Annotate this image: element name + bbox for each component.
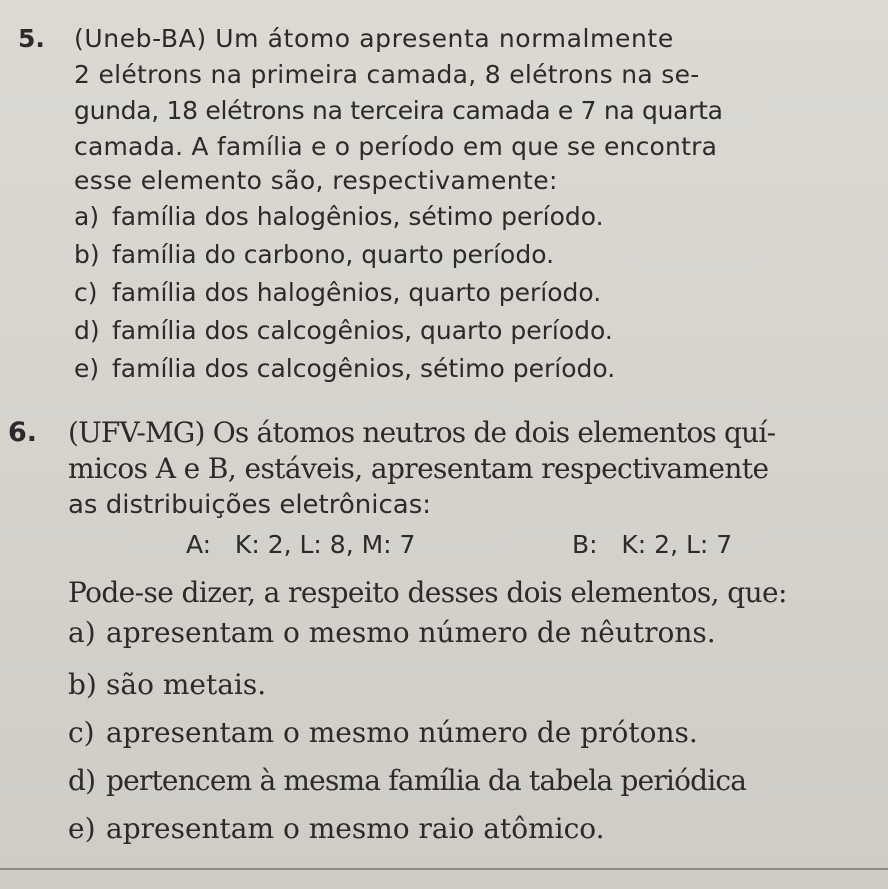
question-6-option-a: [68, 616, 716, 650]
option-text: família do carbono, quarto período.: [112, 240, 555, 269]
question-5-option-a: [74, 202, 604, 232]
distribution-b: B: K: 2, L: 7: [572, 530, 733, 559]
option-letter: d): [74, 316, 100, 345]
question-6-option-d: [68, 764, 746, 798]
question-6-line-1: (UFV-MG) Os átomos neutros de dois elementos quí-: [68, 416, 776, 449]
question-5-option-d: [74, 316, 613, 346]
question-5-number: 5.: [18, 24, 45, 53]
distribution-a: A: K: 2, L: 8, M: 7: [186, 530, 416, 559]
question-5-line-5: esse elemento são, respectivamente:: [74, 166, 558, 195]
question-5-line-1: (Uneb-BA) Um átomo apresenta normalmente: [74, 24, 674, 53]
option-letter: d): [68, 764, 96, 797]
option-text: família dos calcogênios, quarto período.: [112, 316, 613, 345]
option-letter: e): [74, 354, 100, 383]
option-letter: a): [68, 616, 96, 649]
option-text: pertencem à mesma família da tabela periódica: [106, 764, 747, 797]
option-letter: b): [68, 668, 97, 701]
question-6-number: 6.: [8, 417, 38, 448]
option-text: família dos calcogênios, sétimo período.: [112, 354, 616, 383]
question-5-line-3: gunda, 18 elétrons na terceira camada e 7 na quarta: [74, 96, 723, 125]
option-letter: e): [68, 812, 96, 845]
question-6-prompt: Pode-se dizer, a respeito desses dois elementos, que:: [68, 576, 787, 609]
page-divider: [0, 868, 888, 870]
option-letter: c): [74, 278, 98, 307]
option-text: apresentam o mesmo número de prótons.: [106, 716, 698, 749]
question-5-line-2: 2 elétrons na primeira camada, 8 elétrons na se-: [74, 60, 700, 89]
question-5-option-b: [74, 240, 554, 270]
question-6-line-2: micos A e B, estáveis, apresentam respectivamente: [68, 452, 769, 485]
option-text: família dos halogênios, quarto período.: [112, 278, 602, 307]
question-6-option-e: [68, 812, 605, 846]
question-6-option-c: [68, 716, 698, 750]
option-letter: b): [74, 240, 100, 269]
option-letter: a): [74, 202, 100, 231]
question-6-line-3: as distribuições eletrônicas:: [68, 490, 432, 520]
option-text: apresentam o mesmo número de nêutrons.: [106, 616, 716, 649]
question-6-option-b: [68, 668, 266, 702]
question-5-option-c: [74, 278, 601, 308]
question-5-line-4: camada. A família e o período em que se encontra: [74, 132, 718, 161]
option-text: apresentam o mesmo raio atômico.: [106, 812, 605, 845]
question-5-option-e: [74, 354, 615, 384]
option-text: são metais.: [106, 668, 267, 701]
option-text: família dos halogênios, sétimo período.: [112, 202, 604, 231]
option-letter: c): [68, 716, 95, 749]
